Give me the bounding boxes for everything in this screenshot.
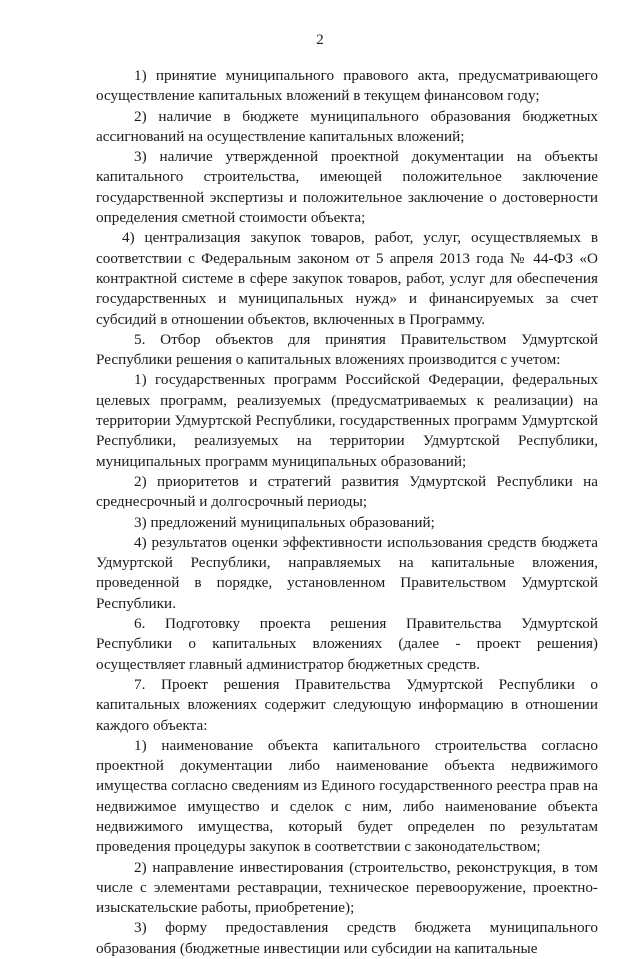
paragraph: 1) принятие муниципального правового акта, предусматривающего осуществление капитальных вложений в текущем финансовом году;: [96, 67, 598, 105]
document-body: [96, 66, 598, 959]
paragraph: 2) направление инвестирования (строительство, реконструкция, в том числе с элементами реставрации, техническое перевооружение, проектно-изыскательские работы, приобретение);: [96, 858, 598, 917]
paragraph: 4) централизация закупок товаров, работ, услуг, осуществляемых в соответствии с Федеральным законом от 5 апреля 2013 года № 44-ФЗ «О контрактной системе в сфере закупок товаров, работ, услуг для обеспечения государственных и муниципальных нужд» и финансируемых за счет субсидий в отношении объектов, включенных в Программу.: [96, 229, 598, 328]
paragraph: 5. Отбор объектов для принятия Правительством Удмуртской Республики решения о капитальных вложениях производится с учетом:: [96, 330, 598, 369]
paragraph: 3) наличие утвержденной проектной документации на объекты капитального строительства, имеющей положительное заключение государственной экспертизы и положительное заключение о достоверности определения сметной стоимости объекта;: [96, 148, 598, 227]
page-number: 2: [316, 32, 324, 48]
paragraph: 1) государственных программ Российской Федерации, федеральных целевых программ, реализуемых (предусматриваемых к реализации) на территории Удмуртской Республики, государственных программ Удмуртской Республики, реализуемых на территории Удмуртской Республики, муниципальных программ муниципальных образований;: [96, 371, 598, 470]
paragraph: 6. Подготовку проекта решения Правительства Удмуртской Республики о капитальных вложениях (далее - проект решения) осуществляет главный администратор бюджетных средств.: [96, 615, 598, 673]
paragraph: 7. Проект решения Правительства Удмуртской Республики о капитальных вложениях содержит следующую информацию в отношении каждого объекта:: [96, 675, 598, 734]
paragraph: 3) предложений муниципальных образований;: [134, 513, 435, 531]
paragraph: 1) наименование объекта капитального строительства согласно проектной документации либо наименование объекта недвижимого имущества согласно сведениям из Единого государственного реестра прав на недвижимое имущество и сделок с ним, либо наименование объекта недвижимого имущества, который будет определен по результатам проведения процедуры закупок в соответствии с законодательством;: [96, 736, 598, 856]
paragraph: 3) форму предоставления средств бюджета муниципального образования (бюджетные инвестиции или субсидии на капитальные: [96, 919, 598, 957]
paragraph: 2) приоритетов и стратегий развития Удмуртской Республики на среднесрочный и долгосрочный периоды;: [96, 472, 598, 511]
paragraph: 2) наличие в бюджете муниципального образования бюджетных ассигнований на осуществление капитальных вложений;: [96, 107, 598, 145]
paragraph: 4) результатов оценки эффективности использования средств бюджета Удмуртской Республики, направляемых на капитальные вложения, проведенной в порядке, установленном Правительством Удмуртской Республики.: [96, 533, 598, 612]
